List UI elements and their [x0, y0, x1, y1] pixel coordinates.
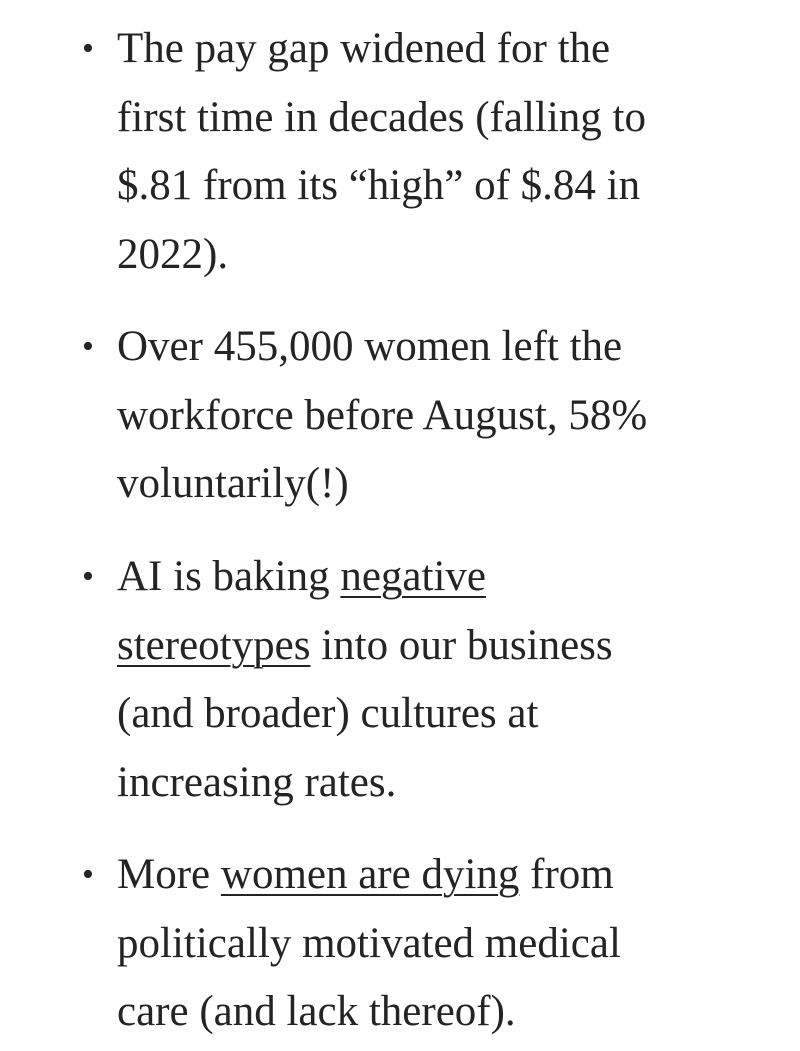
text-line: increasing rates. [117, 758, 397, 806]
text-line: $.81 from its “high” of $.84 in [117, 162, 641, 209]
text-line: voluntarily(!) [117, 460, 349, 507]
women-are-dying-link[interactable]: women are dying [220, 851, 520, 898]
text-segment: More [117, 851, 221, 898]
text-line: care (and lack thereof). [117, 988, 516, 1035]
text-line: 2022). [117, 230, 229, 278]
text-line: workforce before August, 58% [117, 391, 648, 439]
text-line: Over 455,000 women left the [117, 323, 623, 370]
list-item-text [117, 313, 737, 519]
bullet-dot: • [82, 558, 94, 595]
list-item-text [117, 841, 737, 1047]
list-item-text [117, 15, 737, 289]
text-line: (and broader) cultures at [117, 690, 539, 737]
text-segment: into our business [310, 621, 613, 669]
bullet-dot: • [82, 856, 94, 893]
bullet-dot: • [82, 328, 94, 365]
text-line [117, 543, 737, 612]
text-line: The pay gap widened for the [117, 25, 611, 72]
list-item-text [117, 543, 737, 817]
text-line [117, 841, 737, 910]
text-line: politically motivated medical [117, 919, 621, 967]
negative-stereotypes-link-continued[interactable]: stereotypes [117, 621, 311, 669]
bullet-dot: • [82, 30, 94, 67]
text-line: first time in decades (falling to [117, 93, 646, 141]
text-segment: from [519, 851, 614, 898]
text-line [117, 612, 737, 681]
text-segment: AI is baking [117, 553, 341, 600]
negative-stereotypes-link[interactable]: negative [340, 553, 486, 600]
